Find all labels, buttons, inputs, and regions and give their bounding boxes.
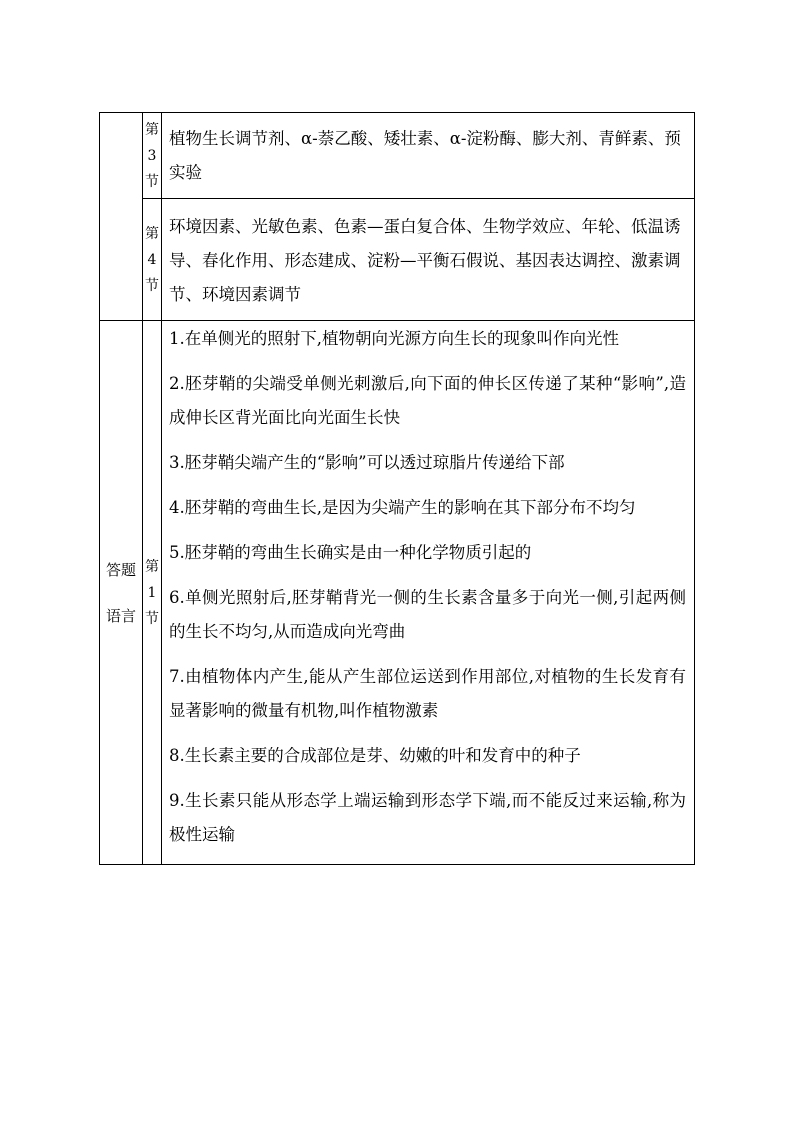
answer-item-2: 2.胚芽鞘的尖端受单侧光刺激后,向下面的伸长区传递了某种“影响”,造成伸长区背光面比向光面生长快 bbox=[169, 374, 686, 427]
section-4-terms bbox=[162, 199, 695, 321]
section-char: 4 bbox=[147, 251, 157, 268]
section-char: 节 bbox=[145, 173, 159, 190]
answer-item-6: 6.单侧光照射后,胚芽鞘背光一侧的生长素含量多于向光一侧,引起两侧的生长不均匀,从而造成向光弯曲 bbox=[169, 588, 686, 641]
category-line: 语言 bbox=[105, 606, 136, 625]
section-char: 第 bbox=[145, 121, 159, 138]
section-char: 节 bbox=[145, 610, 159, 627]
answer-items bbox=[162, 321, 695, 865]
answer-item-7: 7.由植物体内产生,能从产生部位运送到作用部位,对植物的生长发育有显著影响的微量有机物,叫作植物激素 bbox=[169, 667, 686, 720]
section-label-1 bbox=[143, 321, 162, 865]
section-3-terms bbox=[162, 113, 695, 199]
section-label-3 bbox=[143, 113, 162, 199]
section-label-4 bbox=[143, 199, 162, 321]
terms-text: 环境因素、光敏色素、色素—蛋白复合体、生物学效应、年轮、低温诱导、春化作用、形态建成、淀粉—平衡石假说、基因表达调控、激素调节、环境因素调节 bbox=[169, 217, 681, 304]
section-char: 1 bbox=[147, 584, 157, 601]
answer-item-4: 4.胚芽鞘的弯曲生长,是因为尖端产生的影响在其下部分布不均匀 bbox=[169, 498, 636, 517]
terms-table bbox=[99, 112, 695, 865]
category-answer-language bbox=[100, 321, 143, 865]
answer-item-8: 8.生长素主要的合成部位是芽、幼嫩的叶和发育中的种子 bbox=[169, 746, 581, 765]
section-char: 节 bbox=[145, 277, 159, 294]
category-line: 答题 bbox=[105, 560, 136, 579]
answer-item-5: 5.胚芽鞘的弯曲生长确实是由一种化学物质引起的 bbox=[169, 543, 532, 562]
answer-item-9: 9.生长素只能从形态学上端运输到形态学下端,而不能反过来运输,称为极性运输 bbox=[169, 791, 686, 844]
section-char: 第 bbox=[145, 558, 159, 575]
table-row-answer-language bbox=[100, 321, 695, 865]
section-char: 3 bbox=[147, 147, 157, 164]
table-row-section-3 bbox=[100, 113, 695, 199]
section-char: 第 bbox=[145, 225, 159, 242]
terms-text: 植物生长调节剂、α-萘乙酸、矮壮素、α-淀粉酶、膨大剂、青鲜素、预实验 bbox=[169, 129, 681, 182]
category-cell-empty bbox=[100, 113, 143, 321]
answer-item-3: 3.胚芽鞘尖端产生的“影响”可以透过琼脂片传递给下部 bbox=[169, 453, 565, 472]
answer-item-1: 1.在单侧光的照射下,植物朝向光源方向生长的现象叫作向光性 bbox=[169, 329, 619, 348]
table-row-section-4 bbox=[100, 199, 695, 321]
